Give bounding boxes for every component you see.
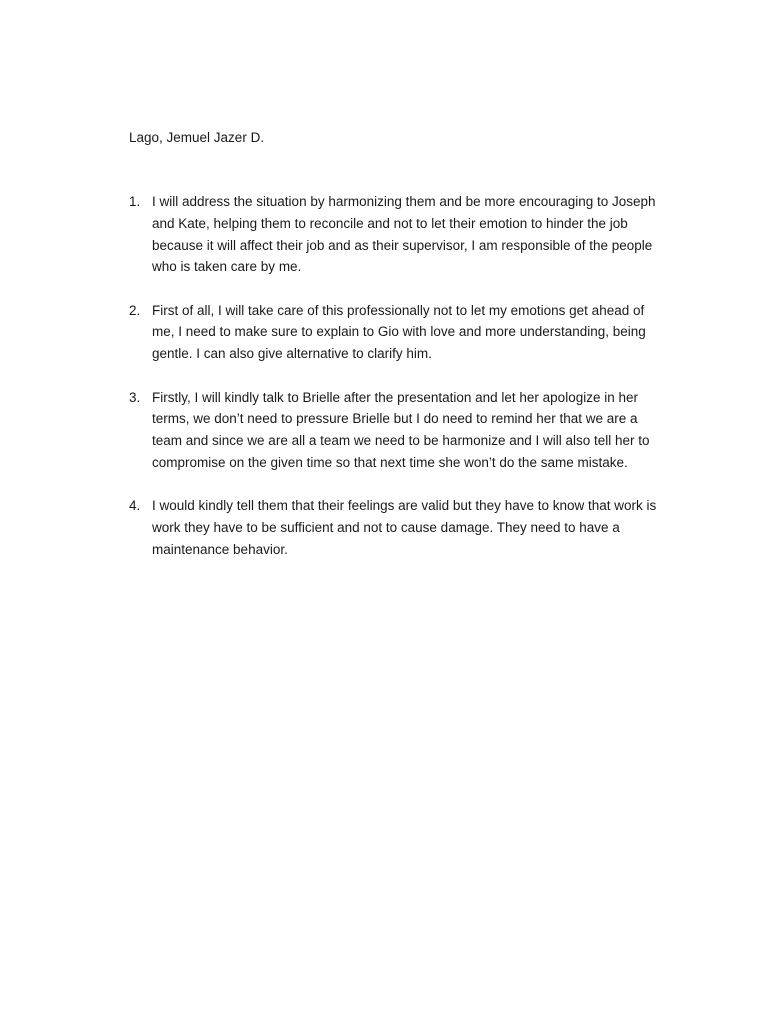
- answer-item-3: [129, 387, 664, 474]
- answer-item-4: [129, 495, 664, 560]
- answer-item-1: [129, 191, 664, 278]
- answer-text: Firstly, I will kindly talk to Brielle after the presentation and let her apologize in her terms, we don’t need to pressure Brielle but I do need to remind her that we are a team and since we are all a team we need to be harmonize and I will also tell her to compromise on the given time so that next time she won’t do the same mistake.: [152, 389, 650, 470]
- answer-number: 1.: [129, 194, 141, 209]
- answer-number: 4.: [129, 498, 141, 514]
- answer-text: I will address the situation by harmonizing them and be more encouraging to Joseph and Kate, helping them to reconcile and not to let their emotion to hinder the job because it will affect their job and as their supervisor, I am responsible of the people who is taken care by me.: [152, 194, 656, 275]
- author-name: Lago, Jemuel Jazer D.: [129, 130, 265, 145]
- answer-item-2: [129, 300, 664, 365]
- answer-text: First of all, I will take care of this professionally not to let my emotions get ahead of me, I need to make sure to explain to Gio with love and more understanding, being gentle. I can also give alternative to clarify him.: [152, 302, 646, 362]
- answer-text: I would kindly tell them that their feelings are valid but they have to know that work is work they have to be sufficient and not to cause damage. They need to have a maintenance behavior.: [152, 498, 657, 557]
- answer-number: 2.: [129, 302, 141, 318]
- answer-number: 3.: [129, 389, 141, 405]
- answer-list: [129, 191, 664, 582]
